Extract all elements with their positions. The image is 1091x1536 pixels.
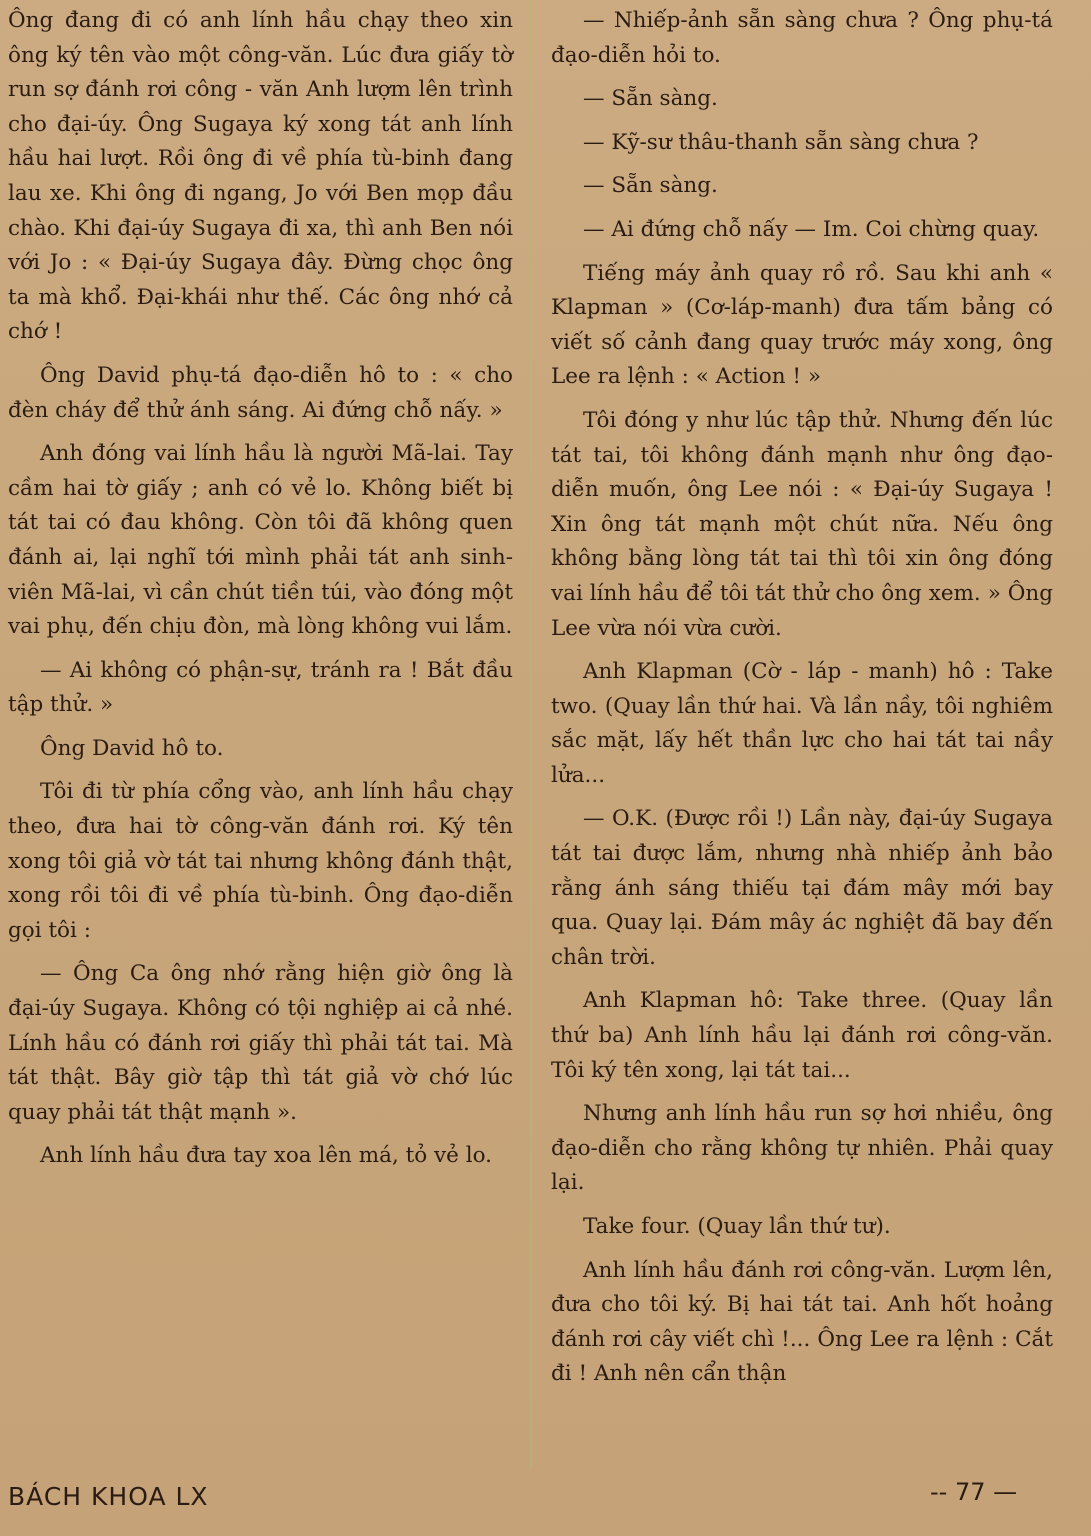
paragraph: Anh lính hầu đưa tay xoa lên má, tỏ vẻ lo. bbox=[40, 1143, 493, 1169]
paragraph: Nhưng anh lính hầu run sợ hơi nhiều, ông đạo-diễn cho rằng không tự nhiên. Phải quay lại. bbox=[551, 1101, 1053, 1196]
paragraph: Tôi đóng y như lúc tập thử. Nhưng đến lúc tát tai, tôi không đánh mạnh như ông đạo-diễn muốn, ông Lee nói : « Đại-úy Sugaya ! Xin ông tát mạnh một chút nữa. Nếu ông không bằng lòng tát tai thì tôi xin ông đóng vai lính hầu để tôi tát thử cho ông xem. » Ông Lee vừa nói vừa cười. bbox=[551, 407, 1053, 641]
paragraph: Take four. (Quay lần thứ tư). bbox=[583, 1214, 891, 1239]
left-column bbox=[8, 4, 513, 1174]
paragraph: — Sẵn sàng. bbox=[583, 173, 718, 199]
paragraph: — O.K. (Được rồi !) Lần này, đại-úy Sugaya tát tai được lắm, nhưng nhà nhiếp ảnh bảo rằng ánh sáng thiếu tại đám mây mới bay qua. Quay lại. Đám mây ác nghiệt đã bay đến chân trời. bbox=[551, 806, 1053, 970]
paragraph: Anh Klapman hô: Take three. (Quay lần thứ ba) Anh lính hầu lại đánh rơi công-văn. Tôi ký tên xong, lại tát tai... bbox=[551, 988, 1053, 1083]
paragraph: — Kỹ-sư thâu-thanh sẵn sàng chưa ? bbox=[583, 129, 979, 155]
paragraph: — Nhiếp-ảnh sẵn sàng chưa ? Ông phụ-tá đạo-diễn hỏi to. bbox=[551, 8, 1053, 68]
paragraph: Ông đang đi có anh lính hầu chạy theo xin ông ký tên vào một công-văn. Lúc đưa giấy tờ run sợ đánh rơi công - văn Anh lượm lên trình cho đại-úy. Ông Sugaya ký xong tát anh lính hầu hai lượt. Rồi ông đi về phía tù-binh đang lau xe. Khi ông đi ngang, Jo với Ben mọp đầu chào. Khi đại-úy Sugaya đi xa, thì anh Ben nói với Jo : « Đại-úy Sugaya đây. Đừng chọc ông ta mà khổ. Đại-khái như thế. Các ông nhớ cả chớ ! bbox=[8, 8, 513, 345]
paragraph: Tôi đi từ phía cổng vào, anh lính hầu chạy theo, đưa hai tờ công-văn đánh rơi. Ký tên xong tôi giả vờ tát tai nhưng không đánh thật, xong rồi tôi đi về phía tù-binh. Ông đạo-diễn gọi tôi : bbox=[8, 779, 513, 943]
paragraph: — Ai đứng chỗ nấy — Im. Coi chừng quay. bbox=[583, 216, 1040, 242]
paragraph: Anh lính hầu đánh rơi công-văn. Lượm lên, đưa cho tôi ký. Bị hai tát tai. Anh hốt hoảng đánh rơi cây viết chì !... Ông Lee ra lệnh : Cắt đi ! Anh nên cẩn thận bbox=[551, 1257, 1053, 1387]
paragraph: Ông David hô to. bbox=[40, 735, 224, 761]
paragraph: Tiếng máy ảnh quay rồ rồ. Sau khi anh « Klapman » (Cơ-láp-manh) đưa tấm bảng có viết số cảnh đang quay trước máy xong, ông Lee ra lệnh : « Action ! » bbox=[551, 260, 1053, 390]
paragraph: — Sẵn sàng. bbox=[583, 86, 718, 112]
magazine-title: BÁCH KHOA LX bbox=[8, 1482, 209, 1511]
page-number: -- 77 — bbox=[930, 1478, 1018, 1506]
paragraph: Ông David phụ-tá đạo-diễn hô to : « cho đèn cháy để thử ánh sáng. Ai đứng chỗ nấy. » bbox=[8, 362, 513, 423]
column-divider bbox=[530, 0, 532, 1470]
paragraph: — Ai không có phận-sự, tránh ra ! Bắt đầu tập thử. » bbox=[8, 657, 513, 718]
paragraph: Anh Klapman (Cờ - láp - manh) hô : Take two. (Quay lần thứ hai. Và lần nầy, tôi nghiêm sắc mặt, lấy hết thần lực cho hai tát tai nầy lửa... bbox=[551, 659, 1053, 788]
paragraph: Anh đóng vai lính hầu là người Mã-lai. Tay cầm hai tờ giấy ; anh có vẻ lo. Không biết bị tát tai có đau không. Còn tôi đã không quen đánh ai, lại nghĩ tới mình phải tát anh sinh-viên Mã-lai, vì cần chút tiền túi, vào đóng một vai phụ, đến chịu đòn, mà lòng không vui lắm. bbox=[8, 441, 513, 640]
paragraph: — Ông Ca ông nhớ rằng hiện giờ ông là đại-úy Sugaya. Không có tội nghiệp ai cả nhé. Lính hầu có đánh rơi giấy thì phải tát tai. Mà tát thật. Bây giờ tập thì tát giả vờ chớ lúc quay phải tát thật mạnh ». bbox=[8, 961, 513, 1125]
right-column bbox=[551, 4, 1053, 1392]
